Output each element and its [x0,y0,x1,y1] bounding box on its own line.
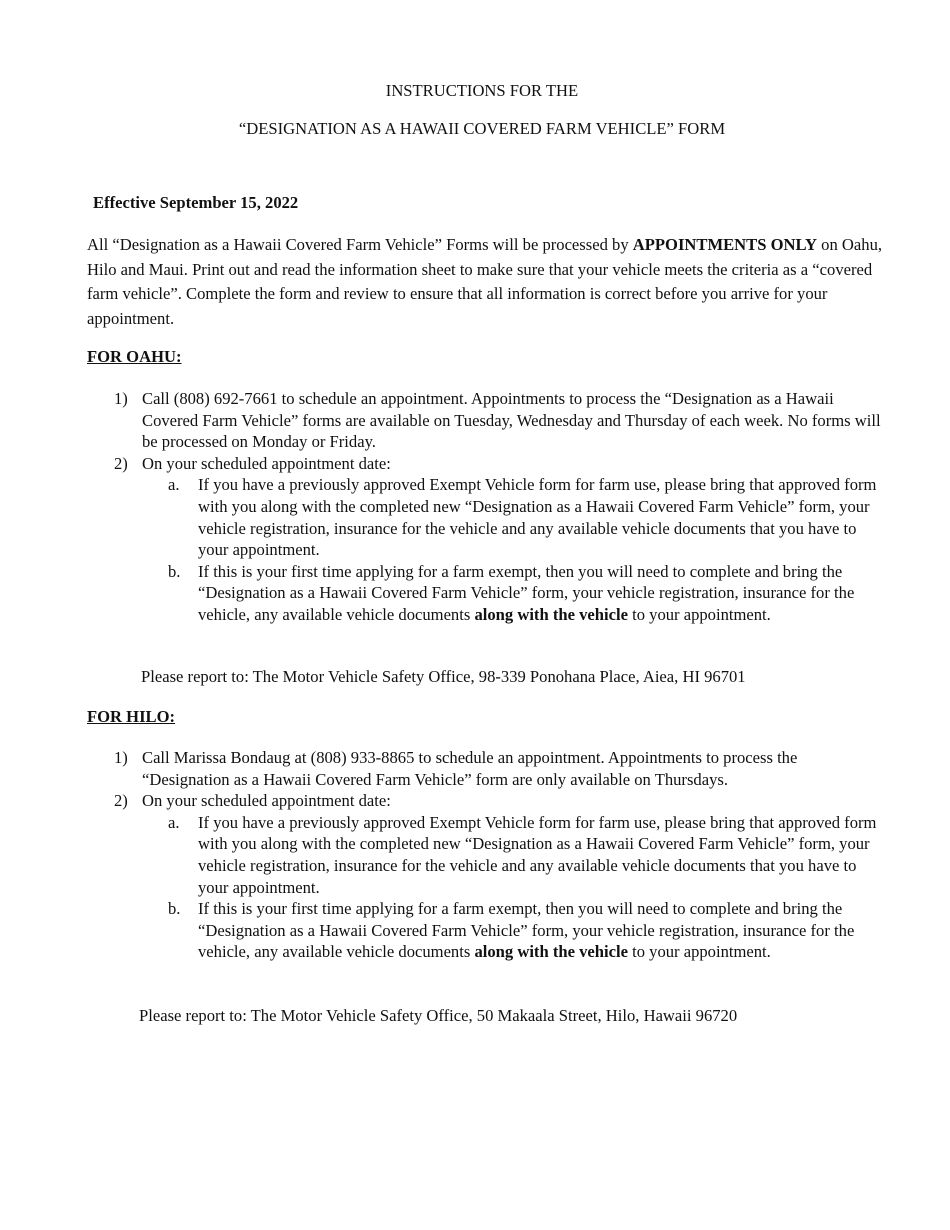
oahu-item-1-text: Call (808) 692-7661 to schedule an appointment. Appointments to process the “Designation as a Hawaii Covered Farm Vehicle” forms are available on Tuesday, Wednesday and Thursday of each week. No forms will be processed on Monday or Friday. [142,389,881,452]
hilo-item-2-text: On your scheduled appointment date: [142,791,391,811]
hilo-subitem-a [114,812,884,898]
oahu-subitem-b-bold: along with the vehicle [474,604,628,624]
hilo-report-address: Please report to: The Motor Vehicle Safety Office, 50 Makaala Street, Hilo, Hawaii 96720 [139,1006,738,1025]
oahu-subitem-b-letter: b. [168,561,181,581]
hilo-subitem-b [114,898,884,963]
title-line-2: “DESIGNATION AS A HAWAII COVERED FARM VEHICLE” FORM [238,119,726,138]
hilo-subitem-a-text: If you have a previously approved Exempt Vehicle form for farm use, please bring that approved form with you along with the completed new “Designation as a Hawaii Covered Farm Vehicle” form, your vehicle registration, insurance for the vehicle and any available vehicle documents that you have to your appointment. [198,812,877,897]
hilo-item-1-text: Call Marissa Bondaug at (808) 933-8865 to schedule an appointment. Appointments to process the “Designation as a Hawaii Covered Farm Vehicle” form are only available on Thursdays. [142,748,798,789]
hilo-subitem-b-text: If this is your first time applying for a farm exempt, then you will need to complete and bring the “Designation as a Hawaii Covered Farm Vehicle” form, your vehicle registration, insurance for the vehicle, any available vehicle documents [198,899,855,962]
oahu-list [114,388,884,626]
oahu-report-address: Please report to: The Motor Vehicle Safety Office, 98-339 Ponohana Place, Aiea, HI 96701 [141,667,746,686]
intro-paragraph [87,233,887,331]
oahu-subitem-a-letter: a. [168,475,180,495]
hilo-heading: FOR HILO: [87,707,176,726]
oahu-subitem-b-text: If this is your first time applying for a farm exempt, then you will need to complete and bring the “Designation as a Hawaii Covered Farm Vehicle” form, your vehicle registration, insurance for the vehicle, any available vehicle documents [198,561,855,624]
hilo-item-2-number: 2) [114,791,128,811]
hilo-item-1-number: 1) [114,748,128,767]
oahu-subitem-a [114,474,884,560]
intro-text-1: All “Designation as a Hawaii Covered Farm Vehicle” Forms will be processed by [87,235,633,254]
oahu-item-1-number: 1) [114,389,128,408]
oahu-subitem-b [114,561,884,626]
oahu-item-1 [114,388,884,453]
oahu-subitem-b-tail: to your appointment. [627,604,771,624]
hilo-list [114,747,884,963]
hilo-subitem-a-letter: a. [168,812,180,832]
oahu-subitem-a-text: If you have a previously approved Exempt Vehicle form for farm use, please bring that approved form with you along with the completed new “Designation as a Hawaii Covered Farm Vehicle” form, your vehicle registration, insurance for the vehicle and any available vehicle documents that you have to your appointment. [198,475,877,560]
oahu-item-2-number: 2) [114,453,128,473]
hilo-subitem-b-letter: b. [168,899,181,919]
effective-date: Effective September 15, 2022 [93,193,299,212]
intro-text-2: on Oahu, Hilo and Maui. Print out and read the information sheet to make sure that your vehicle meets the criteria as a “covered farm vehicle”. Complete the form and review to ensure that all information is correct before you arrive for your appointment. [87,235,883,328]
oahu-item-2 [114,453,884,475]
hilo-item-1 [114,747,884,790]
oahu-item-2-text: On your scheduled appointment date: [142,453,391,473]
hilo-item-2 [114,790,884,812]
hilo-subitem-b-bold: along with the vehicle [474,942,628,962]
title-line-1: INSTRUCTIONS FOR THE [385,81,579,100]
hilo-subitem-b-tail: to your appointment. [627,942,771,962]
intro-bold: APPOINTMENTS ONLY [632,235,818,254]
oahu-heading: FOR OAHU: [87,347,182,366]
